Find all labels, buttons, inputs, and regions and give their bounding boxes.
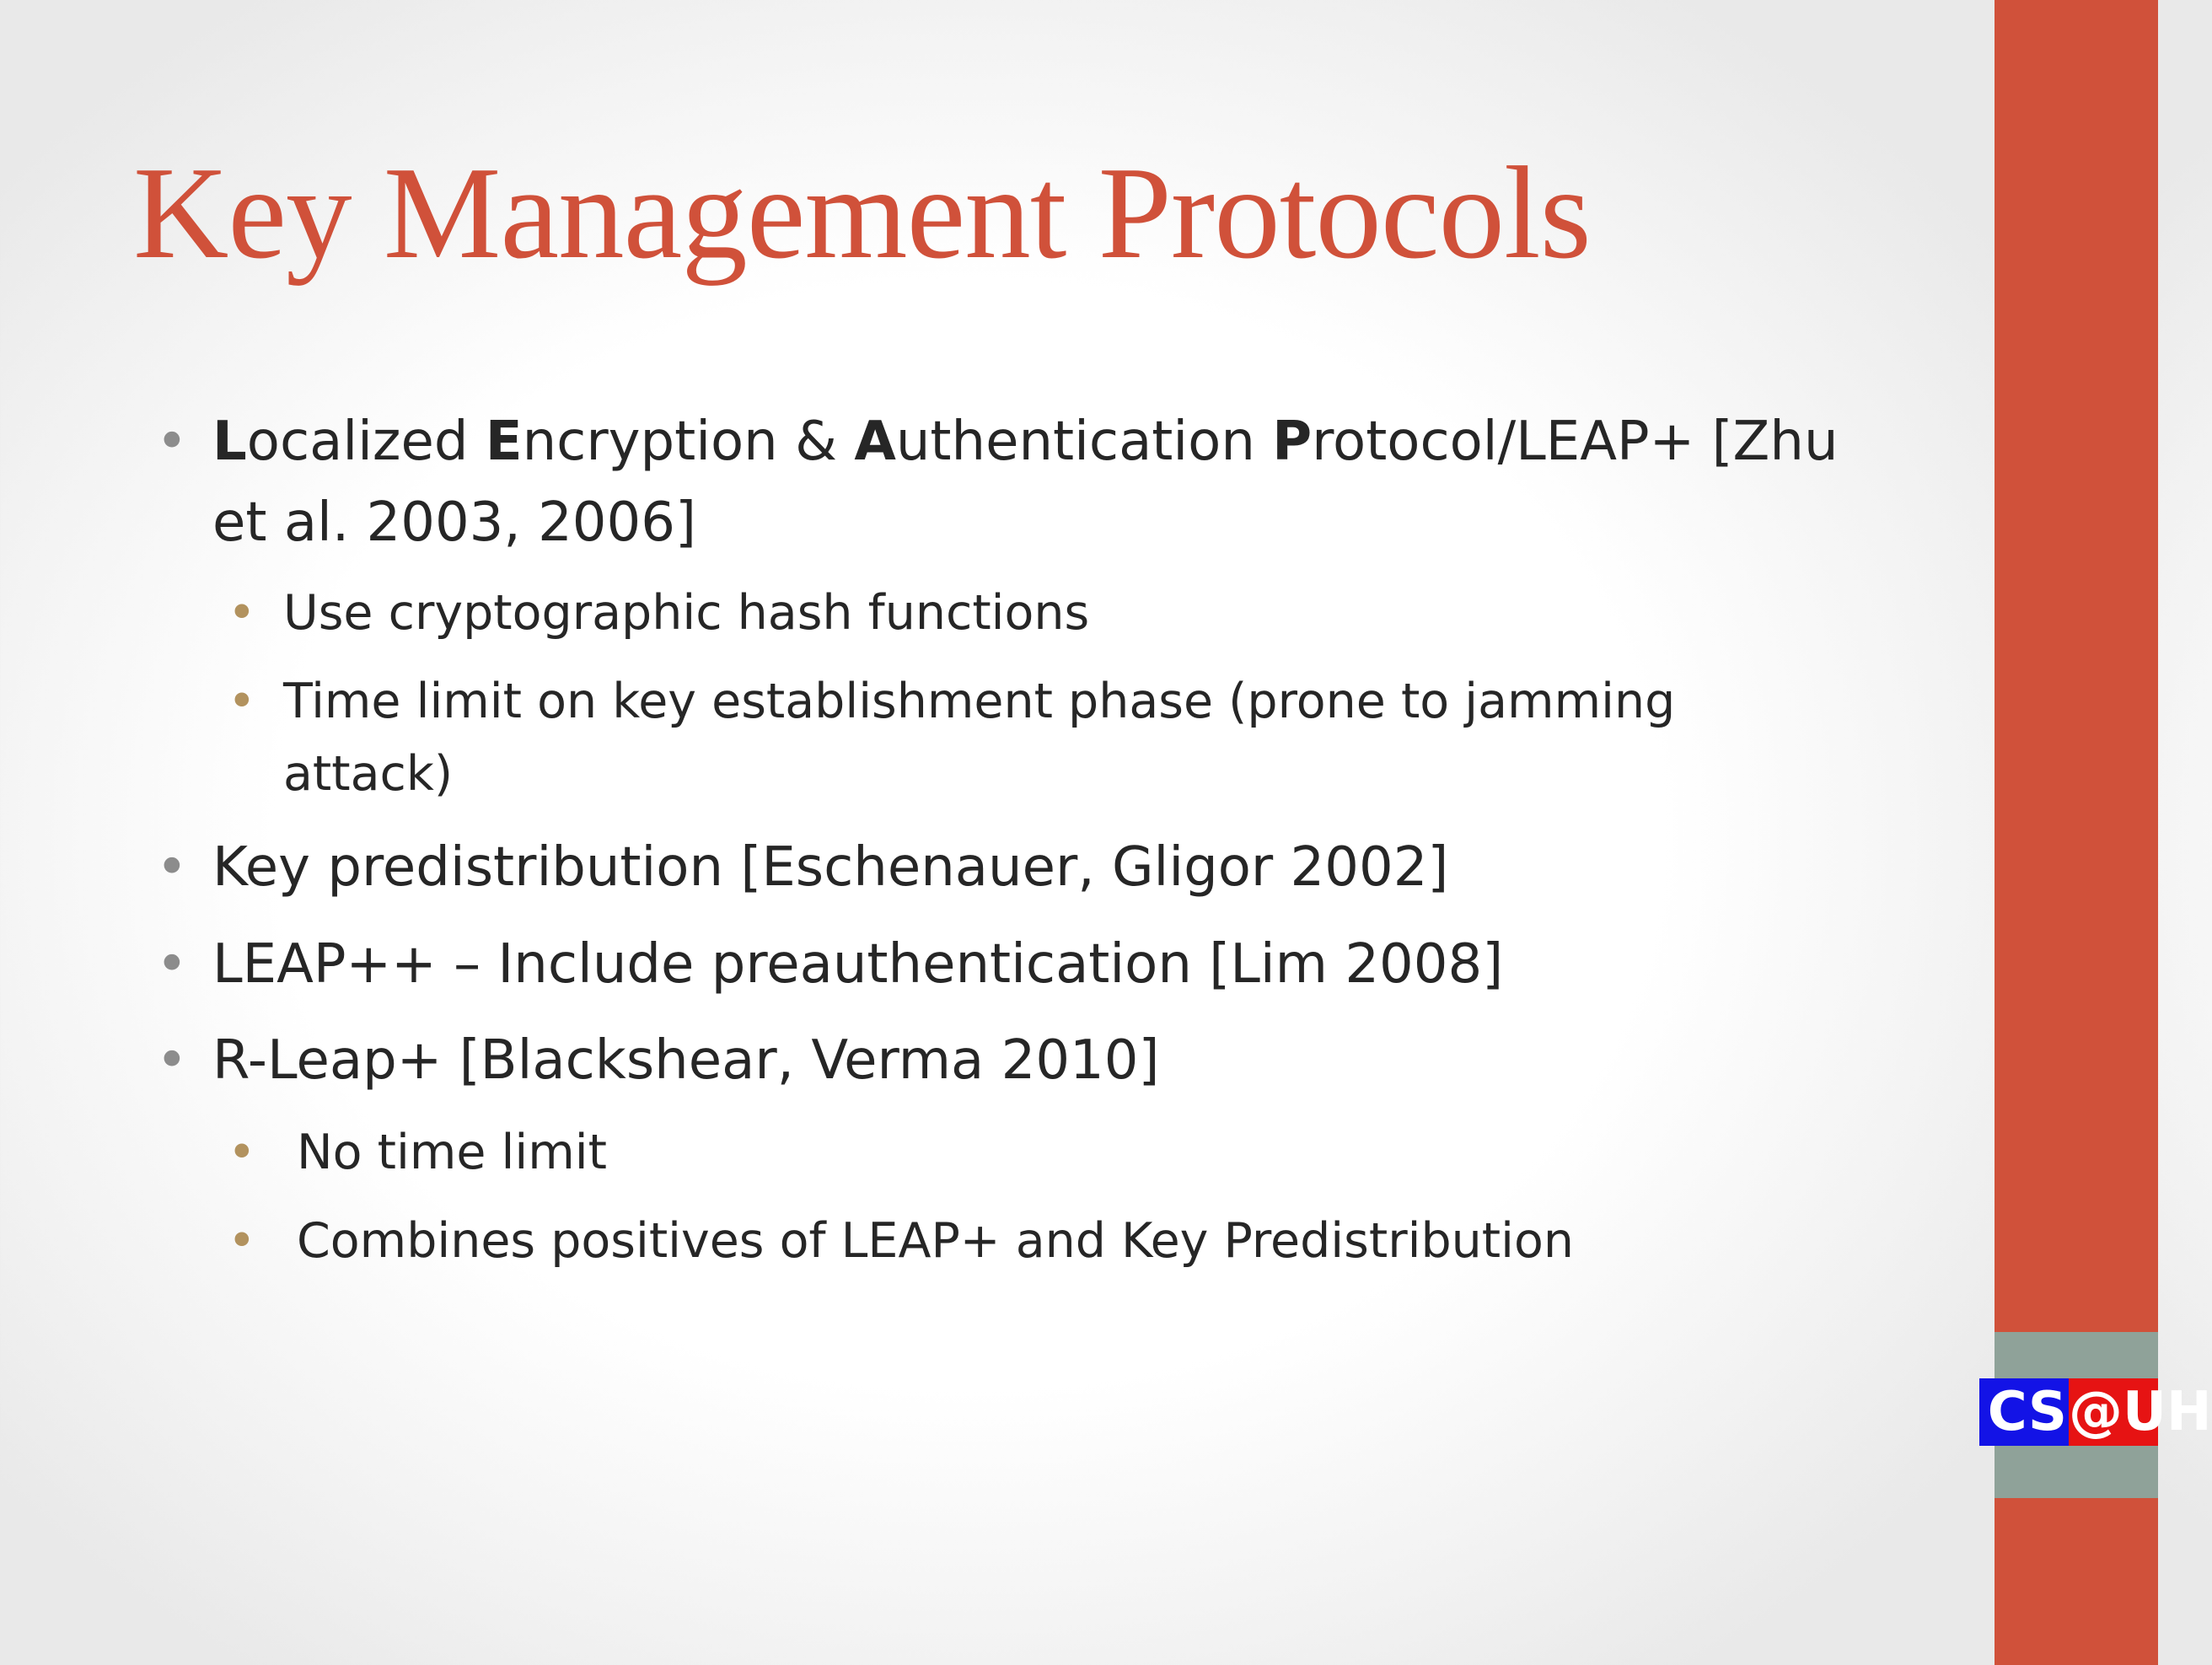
bullet-dot: • [156,836,188,899]
bullet-leap-plus-plus: • LEAP++ – Include preauthentication [Lim 2008] [212,924,1503,1005]
bullet-dot: • [156,933,188,996]
bullet-leap-line1: Localized Encryption & Authentication Protocol/LEAP+ [Zhu [212,411,1839,473]
slide-title: Key Management Protocols [133,139,1591,286]
sub-bullet-dot: • [228,1213,256,1269]
bullet-dot: • [156,411,188,473]
sub-bullet-dot: • [228,1125,256,1180]
bullet-key-predistribution: • Key predistribution [Eschenauer, Gligor 2002] [212,827,1448,908]
sub-bullet-hash: • Use cryptographic hash functions [283,577,1089,649]
bullet-leap [156,401,1839,563]
sub-bullet-combines: • Combines positives of LEAP+ and Key Predistribution [297,1205,1574,1277]
bullet-dot: • [156,1029,188,1092]
sub-bullet-no-time-limit: • No time limit [297,1116,607,1189]
logo-right-text: @UH [2069,1378,2158,1446]
sub-bullet-time-limit: • Time limit on key establishment phase (prone to jamming attack) [283,665,1675,810]
cs-at-uh-logo [1979,1378,2212,1446]
sub-bullet-dot: • [228,674,256,729]
bullet-leap-line2: et al. 2003, 2006] [212,491,696,554]
bullet-r-leap: • R-Leap+ [Blackshear, Verma 2010] [212,1020,1159,1101]
sub-bullet-dot: • [228,585,256,641]
logo-left-text: CS [1979,1378,2069,1446]
